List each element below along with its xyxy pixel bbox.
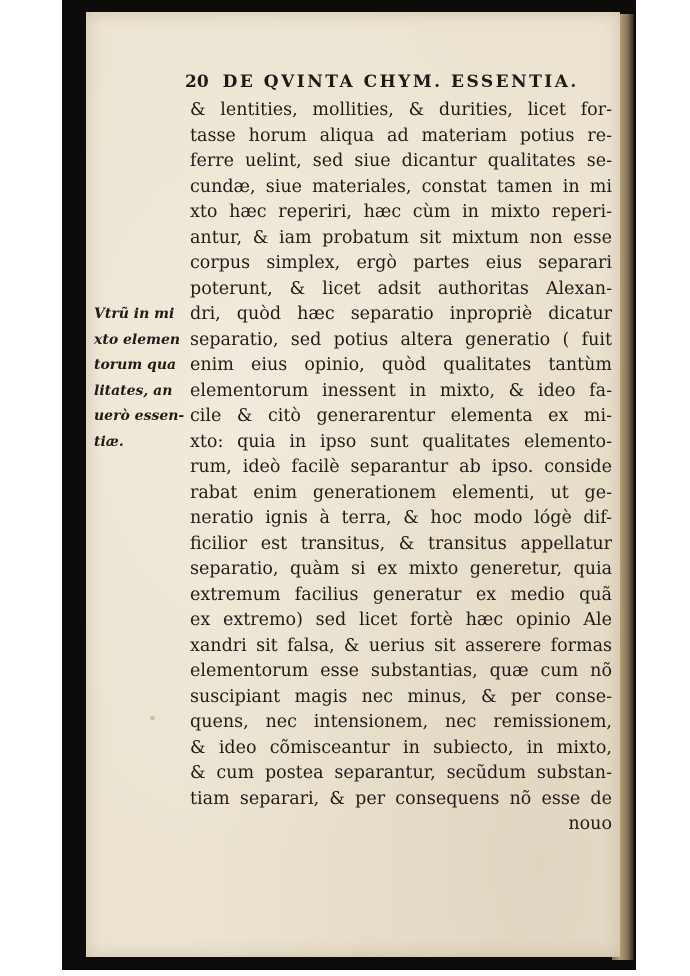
text-line: poterunt, & licet adsit authoritas Alexan-	[190, 278, 612, 299]
marginal-line: uerò essen-	[94, 408, 185, 424]
text-line: elementorum inessent in mixto, & ideo fa-	[190, 380, 612, 401]
text-line: dri, quòd hæc separatio inpropriè dicatur	[190, 304, 612, 324]
text-line: cile & citò generarentur elementa ex mi-	[190, 406, 612, 426]
catchword: nouo	[568, 814, 612, 834]
text-line: quens, nec intensionem, nec remissionem,	[190, 712, 612, 732]
text-line: & lentities, mollities, & durities, licet for-	[190, 100, 612, 120]
text-line: ficilior est transitus, & transitus appellatur	[190, 533, 612, 554]
text-line: & ideo cõmisceantur in subiecto, in mixto,	[190, 737, 612, 758]
text-line: enim eius opinio, quòd qualitates tantùm	[190, 355, 612, 375]
text-line: antur, & iam probatum sit mixtum non esse	[190, 227, 612, 248]
marginal-line: tiæ.	[94, 433, 124, 450]
text-line: separatio, quàm si ex mixto generetur, quia	[190, 559, 612, 579]
text-line: rum, ideò facilè separantur ab ipso. conside	[190, 457, 612, 477]
text-line: tasse horum aliqua ad materiam potius re-	[190, 125, 612, 146]
marginal-line: Vtrũ in mi	[94, 306, 175, 322]
marginal-note	[94, 302, 186, 455]
text-line: corpus simplex, ergò partes eius separari	[190, 253, 612, 273]
text-line: neratio ignis à terra, & hoc modo lógè dif-	[190, 508, 612, 528]
text-line: suscipiant magis nec minus, & per conse-	[190, 686, 612, 707]
text-line: tiam separari, & per consequens nõ esse de	[190, 788, 612, 809]
text-line: cundæ, siue materiales, constat tamen in mi	[190, 176, 612, 197]
text-line: ferre uelint, sed siue dicantur qualitates se-	[190, 151, 612, 171]
running-head	[185, 72, 605, 98]
text-line: ex extremo) sed licet fortè hæc opinio Ale	[190, 610, 612, 630]
text-line: & cum postea separantur, secũdum substan-	[190, 763, 612, 783]
text-line: xandri sit falsa, & uerius sit asserere formas	[190, 635, 612, 656]
text-line: extremum facilius generatur ex medio quã	[190, 584, 612, 605]
running-title: DE QVINTA CHYM. ESSENTIA.	[222, 72, 579, 92]
body-text	[190, 98, 612, 838]
marginal-line: litates, an	[94, 382, 173, 399]
text-line: rabat enim generationem elementi, ut ge-	[190, 482, 612, 503]
page-number: 20	[185, 72, 209, 92]
text-line: xto: quia in ipso sunt qualitates elemento-	[190, 431, 612, 452]
marginal-line: torum qua	[94, 357, 177, 373]
text-line: xto hæc reperiri, hæc cùm in mixto reperi-	[190, 202, 612, 222]
text-line: elementorum esse substantias, quæ cum nõ	[190, 661, 612, 681]
paper-spot	[150, 716, 155, 720]
marginal-line: xto elemen	[94, 331, 181, 348]
text-line: separatio, sed potius altera generatio ( fuit	[190, 329, 612, 350]
